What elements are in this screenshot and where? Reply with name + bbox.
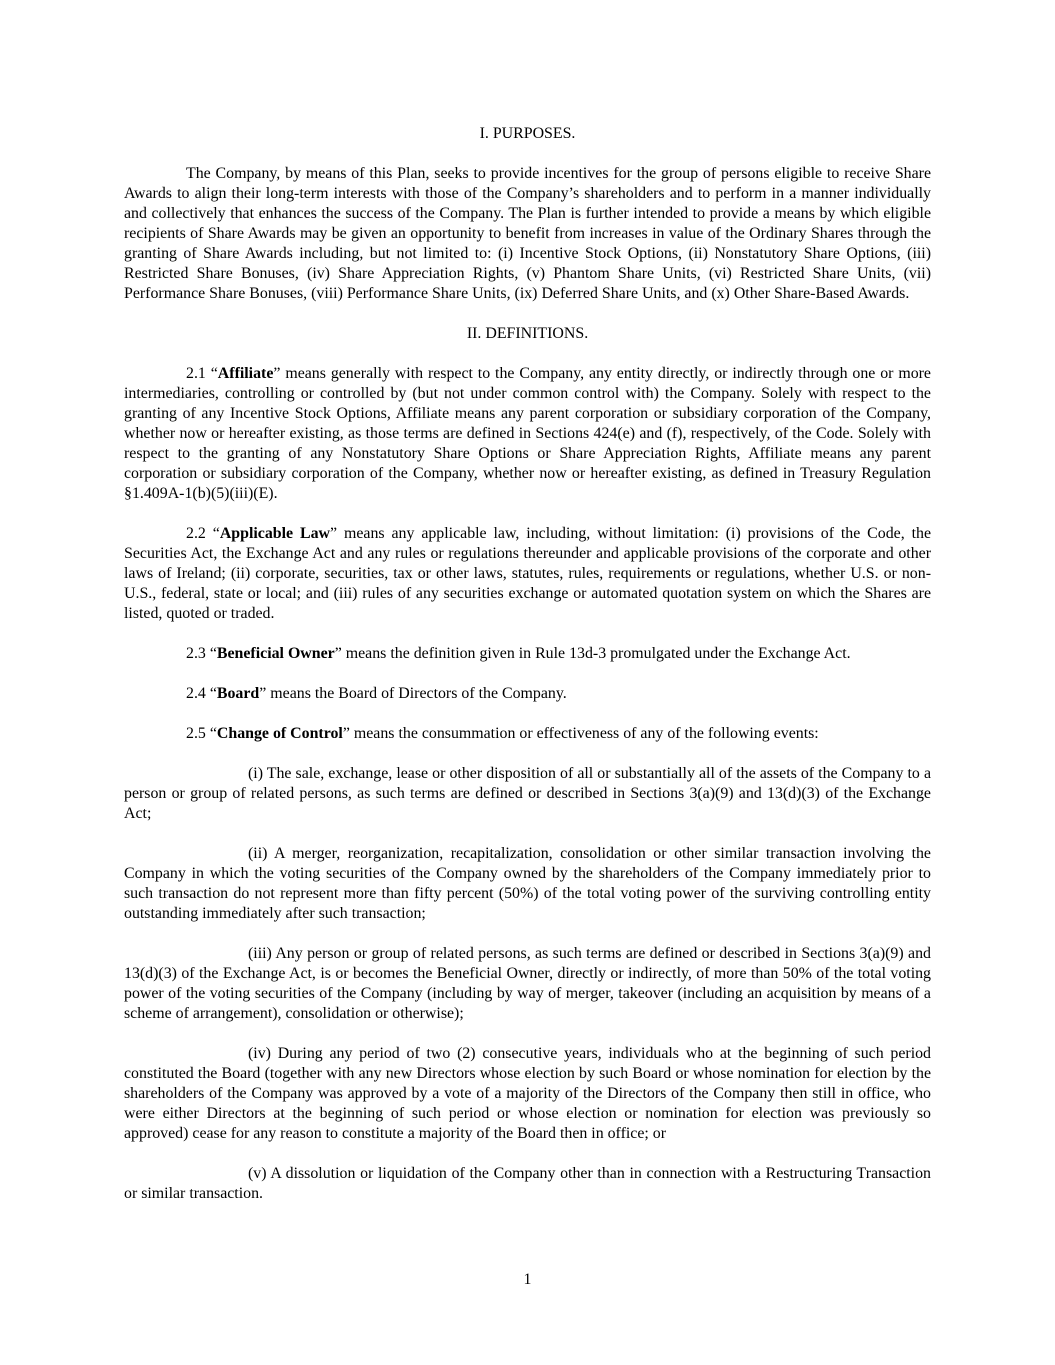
definition-affiliate xyxy=(124,364,931,504)
definition-change-of-control xyxy=(124,724,931,744)
section-heading-purposes: I. PURPOSES. xyxy=(479,125,576,142)
definition-text: ” means the Board of Directors of the Company. xyxy=(259,685,567,702)
change-of-control-event-v: (v) A dissolution or liquidation of the Company other than in connection with a Restructuring Transaction or similar transaction. xyxy=(124,1165,931,1202)
definition-text: ” means the consummation or effectiveness of any of the following events: xyxy=(342,725,819,742)
definition-prefix: 2.3 “ xyxy=(186,645,217,662)
definition-prefix: 2.4 “ xyxy=(186,685,217,702)
definition-board xyxy=(124,684,931,704)
change-of-control-event-iii: (iii) Any person or group of related persons, as such terms are defined or described in Sections 3(a)(9) and 13(d)(3) of the Exchange Act, is or becomes the Beneficial Owner, directly or indirectly, of more than 50% of the total voting power of the voting securities of the Company (including by way of merger, takeover (including an acquisition by means of a scheme of arrangement), consolidation or otherwise); xyxy=(124,945,931,1022)
change-of-control-event-i: (i) The sale, exchange, lease or other disposition of all or substantially all of the assets of the Company to a person or group of related persons, as such terms are defined or described in Sections 3(a)(9) and 13(d)(3) of the Exchange Act; xyxy=(124,765,931,822)
definition-text: ” means generally with respect to the Company, any entity directly, or indirectly through one or more intermediaries, controlling or controlled by (but not under common control with) the Company. Solely with respect to the granting of any Incentive Stock Options, Affiliate means any parent corporation or subsidiary corporation of the Company, whether now or hereafter existing, as those terms are defined in Sections 424(e) and (f), respectively, of the Code. Solely with respect to the granting of any Nonstatutory Share Options or Share Appreciation Rights, Affiliate means any parent corporation or subsidiary corporation of the Company, whether now or hereafter existing, as defined in Treasury Regulation §1.409A-1(b)(5)(iii)(E). xyxy=(124,365,931,502)
change-of-control-event-iv: (iv) During any period of two (2) consecutive years, individuals who at the beginning of such period constituted the Board (together with any new Directors whose election by such Board or whose nomination for election by the shareholders of the Company was approved by a vote of a majority of the Directors of the Company then still in office, who were either Directors at the beginning of such period or whose election or nomination for election was previously so approved) cease for any reason to constitute a majority of the Board then in office; or xyxy=(124,1045,931,1142)
definition-text: ” means the definition given in Rule 13d-3 promulgated under the Exchange Act. xyxy=(334,645,851,662)
definition-term: Change of Control xyxy=(216,725,343,742)
definition-text: ” means any applicable law, including, without limitation: (i) provisions of the Code, the Securities Act, the Exchange Act and any rules or regulations thereunder and applicable provisions of the corporate and other laws of Ireland; (ii) corporate, securities, tax or other laws, statutes, rules, requirements or regulations, whether U.S. or non-U.S., federal, state or local; and (iii) rules of any securities exchange or automated quotation system on which the Shares are listed, quoted or traded. xyxy=(124,525,932,622)
definition-term: Affiliate xyxy=(217,365,274,382)
change-of-control-event-ii: (ii) A merger, reorganization, recapitalization, consolidation or other similar transaction involving the Company in which the voting securities of the Company owned by the shareholders of the Company immediately prior to such transaction do not represent more than fifty percent (50%) of the total voting power of the surviving controlling entity outstanding immediately after such transaction; xyxy=(124,845,931,922)
page-number: 1 xyxy=(523,1271,532,1288)
definition-term: Applicable Law xyxy=(219,525,331,542)
section-heading-definitions: II. DEFINITIONS. xyxy=(466,325,589,342)
purposes-paragraph: The Company, by means of this Plan, seeks to provide incentives for the group of persons eligible to receive Share Awards to align their long-term interests with those of the Company’s shareholders and to perform in a manner individually and collectively that enhances the success of the Company. The Plan is further intended to provide a means by which eligible recipients of Share Awards may be given an opportunity to benefit from increases in value of the Ordinary Shares through the granting of Share Awards including, but not limited to: (i) Incentive Stock Options, (ii) Nonstatutory Share Options, (iii) Restricted Share Bonuses, (iv) Share Appreciation Rights, (v) Phantom Share Units, (vi) Restricted Share Units, (vii) Performance Share Bonuses, (viii) Performance Share Units, (ix) Deferred Share Units, and (x) Other Share-Based Awards. xyxy=(124,165,931,302)
definition-term: Board xyxy=(216,685,260,702)
document-page xyxy=(124,124,931,1204)
definition-applicable-law xyxy=(124,524,931,624)
definition-term: Beneficial Owner xyxy=(216,645,335,662)
definition-prefix: 2.2 “ xyxy=(186,525,220,542)
definition-prefix: 2.5 “ xyxy=(186,725,217,742)
definition-prefix: 2.1 “ xyxy=(186,365,218,382)
definition-beneficial-owner xyxy=(124,644,931,664)
